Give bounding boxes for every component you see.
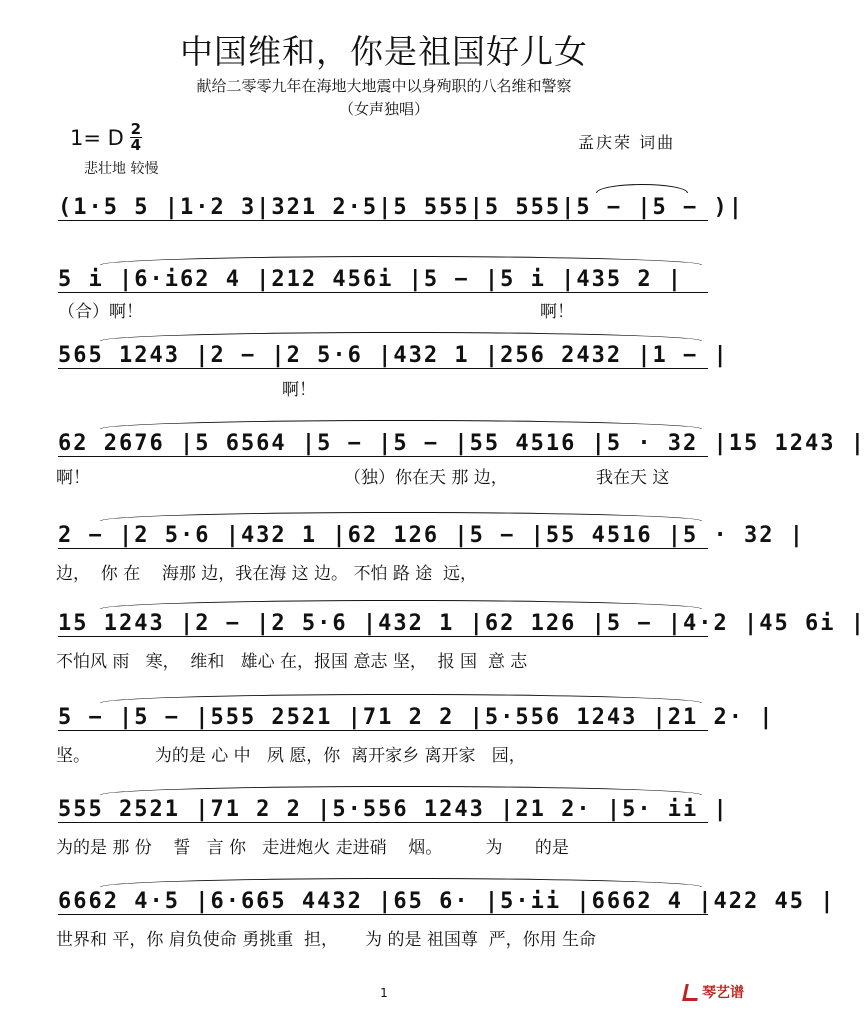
lyric-text: 啊！ xyxy=(540,302,574,322)
duration-underline xyxy=(58,456,708,457)
slur-mark xyxy=(100,256,702,265)
lyric-line xyxy=(0,928,768,952)
performance-note: （女声独唱） xyxy=(338,100,429,118)
time-signature xyxy=(130,122,142,153)
lyric-line xyxy=(0,466,768,490)
lyric-line xyxy=(0,744,768,768)
key-signature xyxy=(70,122,142,153)
song-subtitle: 献给二零零九年在海地大地震中以身殉职的八名维和警察 xyxy=(196,77,572,95)
lyric-text: 不怕风 雨 寒， 维和 雄心 在，报国 意志 坚， 报 国 意 志 xyxy=(56,652,528,672)
duration-underline xyxy=(58,220,708,221)
slur-mark xyxy=(100,878,702,887)
duration-underline xyxy=(58,368,708,369)
lyric-text: （独）你在天 那 边， xyxy=(344,468,508,488)
notation-text: 6662 4·5 |6·665 4432 |65 6· |5·ii |6662 4 |422 45 | xyxy=(58,889,836,914)
lyric-text: 啊！ xyxy=(56,468,90,488)
notation-text: (1·5 5 |1·2 3|321 2·5|5 555|5 555|5 − |5 − )| xyxy=(58,195,745,220)
lyric-line xyxy=(0,300,768,324)
duration-underline xyxy=(58,730,708,731)
logo-text: 琴艺谱 xyxy=(702,985,744,1001)
key-label: 1= D xyxy=(70,125,124,150)
notation-text: 62 2676 |5 6564 |5 − |5 − |55 4516 |5 · 32 |15 1243 | xyxy=(58,431,866,456)
slur-mark xyxy=(596,184,688,193)
composer-credit: 孟庆荣 词曲 xyxy=(578,133,676,152)
lyric-line xyxy=(0,562,768,586)
time-numerator: 2 xyxy=(130,120,142,138)
logo-icon xyxy=(682,984,701,1001)
slur-mark xyxy=(100,332,702,341)
duration-underline xyxy=(58,548,708,549)
lyric-text: 世界和 平，你 肩负使命 勇挑重 担， 为 的是 祖国尊 严，你用 生命 xyxy=(56,930,597,950)
tempo-marking: 悲壮地 较慢 xyxy=(84,161,159,177)
song-title: 中国维和，你是祖国好儿女 xyxy=(180,32,588,71)
notation-text: 565 1243 |2 − |2 5·6 |432 1 |256 2432 |1 − | xyxy=(58,343,729,368)
lyric-text: 啊！ xyxy=(282,380,316,400)
notation-text: 15 1243 |2 − |2 5·6 |432 1 |62 126 |5 − |4·2 |45 6i | xyxy=(58,611,866,636)
notation-text: 5 − |5 − |555 2521 |71 2 2 |5·556 1243 |21 2· | xyxy=(58,705,775,730)
duration-underline xyxy=(58,292,708,293)
notation-text: 5 i |6·i62 4 |212 456i |5 − |5 i |435 2 | xyxy=(58,267,684,292)
duration-underline xyxy=(58,914,708,915)
time-denominator: 4 xyxy=(130,136,142,154)
notation-text: 555 2521 |71 2 2 |5·556 1243 |21 2· |5· ii | xyxy=(58,797,729,822)
slur-mark xyxy=(100,420,702,429)
lyric-line xyxy=(0,378,768,402)
slur-mark xyxy=(100,694,702,703)
notation-text: 2 − |2 5·6 |432 1 |62 126 |5 − |55 4516 |5 · 32 | xyxy=(58,523,806,548)
lyric-text: 坚。 为的是 心 中 夙 愿，你 离开家乡 离开家 园， xyxy=(56,746,526,766)
lyric-line xyxy=(0,836,768,860)
slur-mark xyxy=(100,512,702,521)
duration-underline xyxy=(58,822,708,823)
duration-underline xyxy=(58,636,708,637)
site-logo xyxy=(684,982,744,1002)
lyric-text: （合）啊！ xyxy=(58,302,143,322)
lyric-line xyxy=(0,650,768,674)
page-number: 1 xyxy=(380,986,388,1000)
slur-mark xyxy=(100,600,702,609)
lyric-text: 我在天 这 xyxy=(596,468,670,488)
lyric-text: 边， 你 在 海那 边，我在海 这 边。 不怕 路 途 远， xyxy=(56,564,478,584)
slur-mark xyxy=(100,786,702,795)
lyric-text: 为的是 那 份 誓 言 你 走进炮火 走进硝 烟。 为 的是 xyxy=(56,838,569,858)
